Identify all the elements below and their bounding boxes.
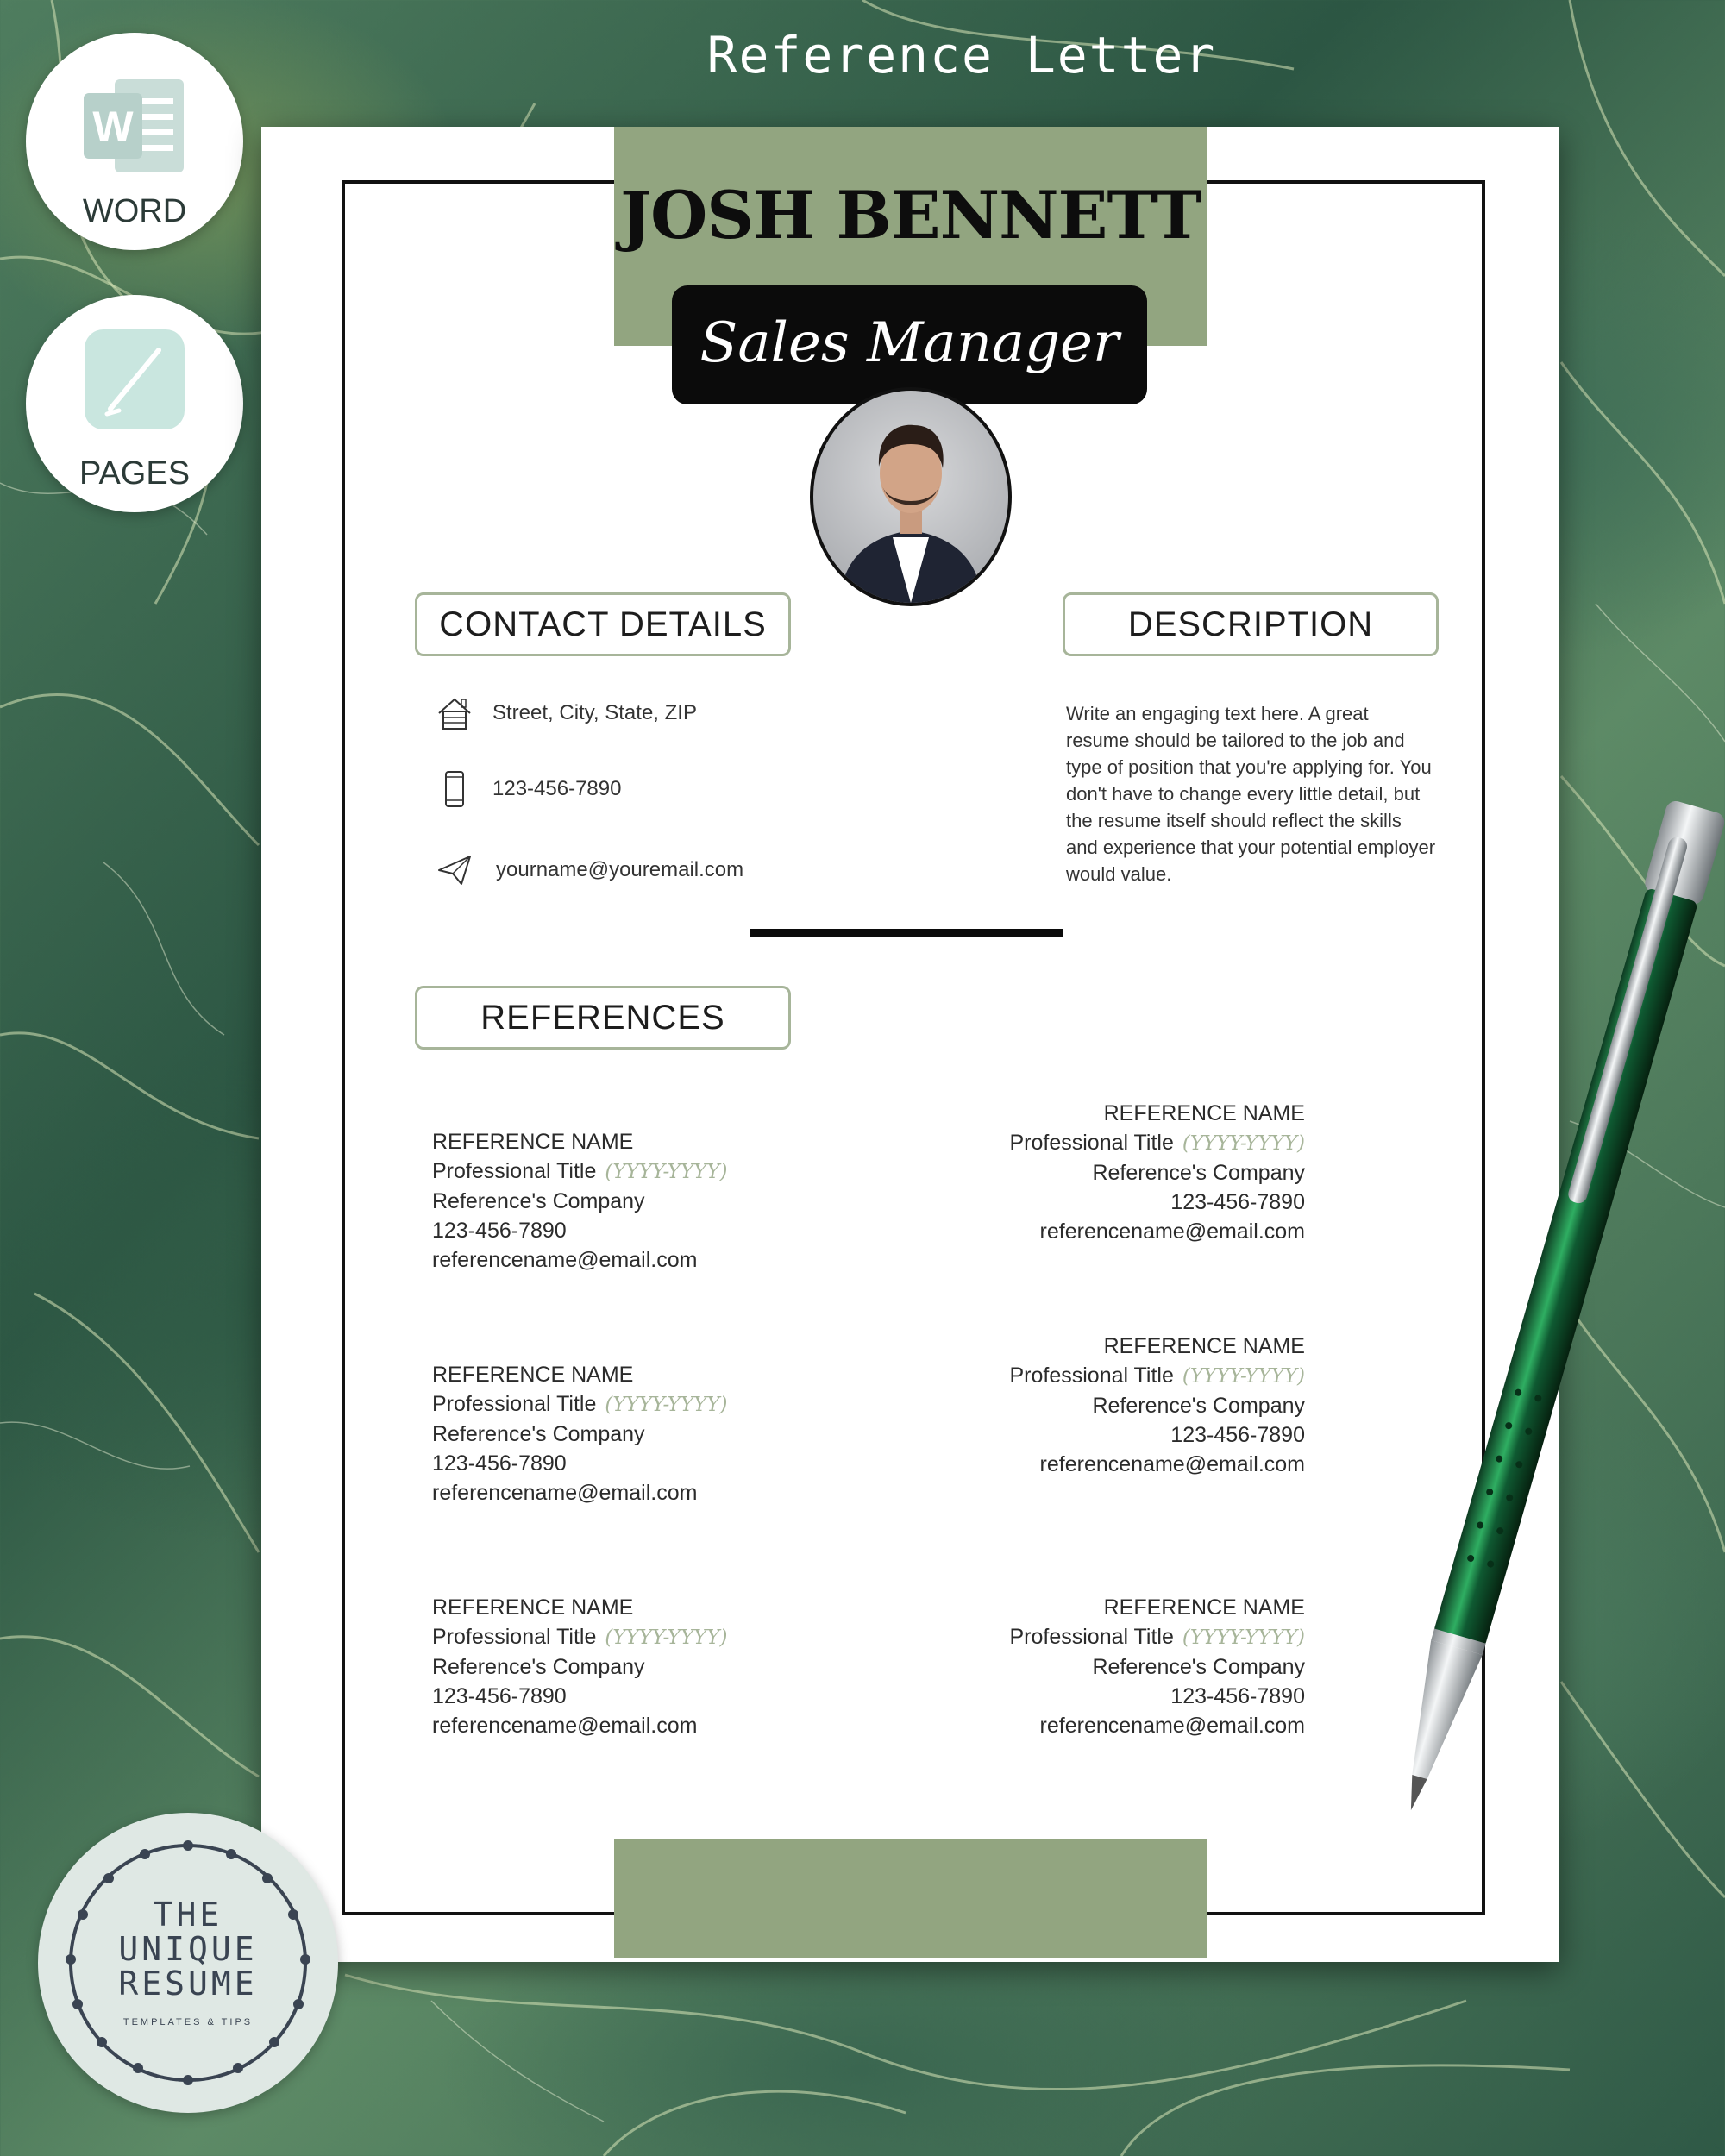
brand-line-1: THE — [153, 1896, 223, 1934]
reference-title: Professional Title — [432, 1392, 597, 1416]
phone-icon — [436, 770, 474, 808]
reference-name: REFERENCE NAME — [432, 1130, 634, 1154]
reference-name: REFERENCE NAME — [1103, 1101, 1305, 1125]
word-icon — [80, 74, 189, 178]
reference-phone: 123-456-7890 — [432, 1219, 567, 1243]
reference-years: (YYYY-YYYY) — [1182, 1132, 1305, 1155]
reference-email: referencename@email.com — [1039, 1452, 1305, 1476]
reference-company: Reference's Company — [1092, 1161, 1305, 1185]
reference-phone: 123-456-7890 — [432, 1451, 567, 1476]
description-heading: DESCRIPTION — [1063, 592, 1439, 656]
pen-icon — [1346, 793, 1725, 1863]
reference-company: Reference's Company — [432, 1655, 645, 1679]
footer-band — [614, 1839, 1207, 1958]
reference-email: referencename@email.com — [432, 1481, 698, 1505]
reference-phone: 123-456-7890 — [1170, 1423, 1305, 1447]
page-heading: Reference Letter — [706, 26, 1217, 85]
reference-email: referencename@email.com — [1039, 1219, 1305, 1244]
reference-years: (YYYY-YYYY) — [1182, 1626, 1305, 1649]
candidate-name: JOSH BENNETT — [620, 177, 1201, 254]
reference-years: (YYYY-YYYY) — [605, 1161, 728, 1183]
person-portrait-icon — [813, 391, 1008, 603]
pages-icon — [85, 329, 185, 429]
reference-email: referencename@email.com — [432, 1248, 698, 1272]
section-divider — [750, 929, 1063, 937]
job-title: Sales Manager — [699, 311, 1120, 375]
reference-name: REFERENCE NAME — [432, 1363, 634, 1387]
contact-email: yourname@youremail.com — [496, 858, 744, 881]
reference-entry — [908, 1099, 1305, 1246]
reference-entry — [432, 1593, 829, 1740]
reference-title: Professional Title — [1009, 1131, 1174, 1155]
contact-phone: 123-456-7890 — [492, 777, 622, 800]
pages-label: PAGES — [78, 455, 191, 492]
reference-years: (YYYY-YYYY) — [605, 1626, 728, 1649]
reference-title: Professional Title — [432, 1625, 597, 1649]
house-icon — [436, 694, 474, 732]
word-badge[interactable] — [26, 33, 243, 250]
references-heading: REFERENCES — [415, 986, 791, 1050]
reference-phone: 123-456-7890 — [1170, 1190, 1305, 1214]
reference-entry — [908, 1332, 1305, 1479]
reference-phone: 123-456-7890 — [432, 1684, 567, 1708]
reference-entry — [432, 1127, 829, 1275]
reference-email: referencename@email.com — [1039, 1714, 1305, 1738]
reference-company: Reference's Company — [432, 1189, 645, 1213]
contact-details-heading: CONTACT DETAILS — [415, 592, 791, 656]
reference-company: Reference's Company — [1092, 1394, 1305, 1418]
svg-text:W: W — [92, 103, 134, 151]
reference-years: (YYYY-YYYY) — [1182, 1365, 1305, 1388]
brand-tagline: TEMPLATES & TIPS — [122, 2017, 254, 2028]
reference-email: referencename@email.com — [432, 1714, 698, 1738]
contact-address: Street, City, State, ZIP — [492, 701, 697, 724]
reference-name: REFERENCE NAME — [432, 1595, 634, 1620]
reference-phone: 123-456-7890 — [1170, 1684, 1305, 1708]
brand-logo — [38, 1813, 338, 2113]
brand-line-2: UNIQUE — [118, 1930, 258, 1968]
brand-line-3: RESUME — [118, 1965, 258, 2002]
reference-company: Reference's Company — [1092, 1655, 1305, 1679]
reference-years: (YYYY-YYYY) — [605, 1394, 728, 1416]
reference-company: Reference's Company — [432, 1422, 645, 1446]
reference-name: REFERENCE NAME — [1103, 1334, 1305, 1358]
pages-badge[interactable] — [26, 295, 243, 512]
reference-entry — [908, 1593, 1305, 1740]
reference-title: Professional Title — [1009, 1363, 1174, 1388]
word-label: WORD — [82, 193, 187, 229]
paper-plane-icon — [436, 851, 474, 889]
reference-entry — [432, 1360, 829, 1507]
reference-name: REFERENCE NAME — [1103, 1595, 1305, 1620]
profile-photo — [810, 387, 1012, 606]
reference-title: Professional Title — [432, 1159, 597, 1183]
description-text: Write an engaging text here. A great resume should be tailored to the job and type of position that you're applying for. You don't have to change every little detail, but the resume itself should reflect the skills and experience that your potential employer would value. — [1066, 703, 1436, 885]
reference-title: Professional Title — [1009, 1625, 1174, 1649]
